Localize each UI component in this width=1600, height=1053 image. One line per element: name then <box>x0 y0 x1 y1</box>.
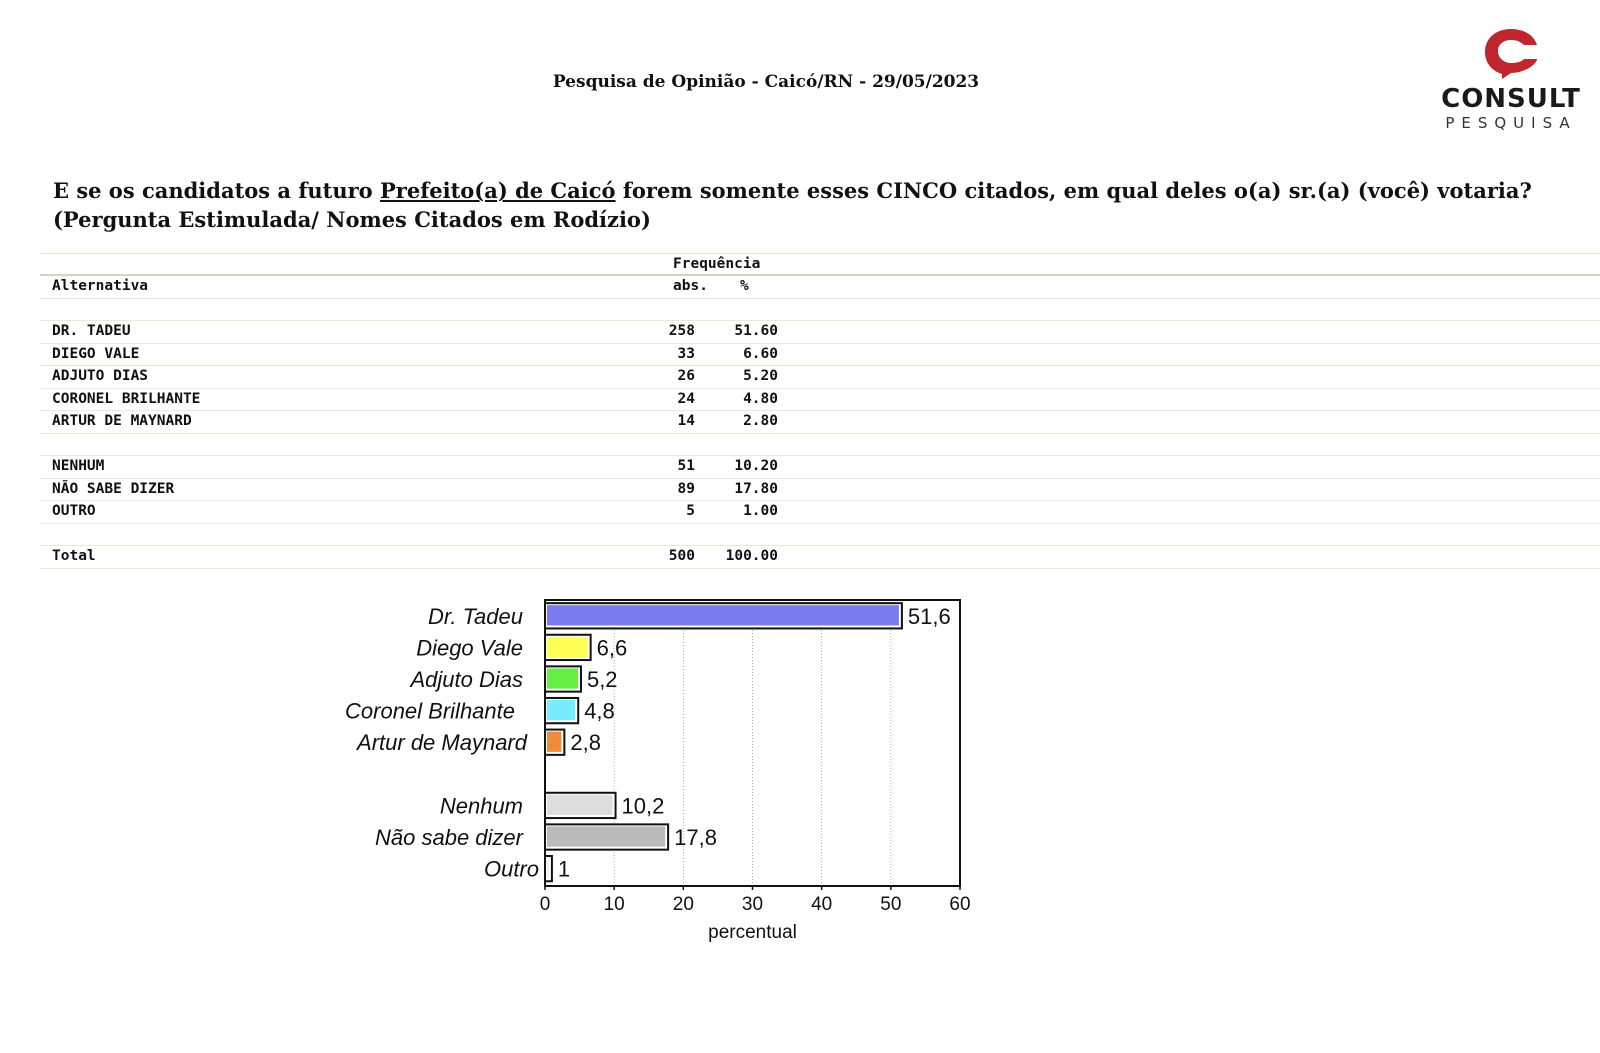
bar-chart-svg <box>300 590 1000 960</box>
alternative-cell: OUTRO <box>52 503 96 519</box>
category-label: Nenhum <box>439 793 523 819</box>
x-tick-label: 60 <box>949 894 971 915</box>
abs-cell: 51 <box>677 458 695 474</box>
bar-value-label: 51,6 <box>907 603 951 629</box>
question-part2: forem somente esses CINCO citados, em qual deles o(a) sr.(a) (você) votaria? <box>615 178 1532 203</box>
table-header-frequency <box>40 253 1600 276</box>
report-title: Pesquisa de Opinião - Caicó/RN - 29/05/2023 <box>552 72 980 92</box>
table-row <box>40 366 1600 389</box>
alternative-cell: ADJUTO DIAS <box>52 368 149 384</box>
question-text <box>53 176 1553 234</box>
pct-cell: 4.80 <box>743 390 778 407</box>
category-label: Artur de Maynard <box>357 730 527 756</box>
table-row <box>40 299 1600 322</box>
abs-cell: 89 <box>677 480 695 497</box>
question-underlined: Prefeito(a) de Caicó <box>379 178 616 203</box>
bar <box>547 637 588 657</box>
bar-value-label: 2,8 <box>570 730 601 756</box>
abs-cell: 500 <box>668 548 695 564</box>
speech-bubble-c-icon <box>1480 26 1542 80</box>
bar <box>547 700 575 720</box>
bar <box>547 795 613 815</box>
pct-cell: 5.20 <box>743 368 778 384</box>
bar-value-label: 5,2 <box>586 667 618 693</box>
bar <box>547 605 899 625</box>
x-tick-label: 0 <box>539 894 551 915</box>
x-tick-label: 20 <box>672 894 694 915</box>
bar-value-label: 1 <box>557 856 571 882</box>
alternative-cell: DIEGO VALE <box>52 345 140 362</box>
table-row <box>40 456 1600 479</box>
alternative-cell: NENHUM <box>52 458 105 474</box>
category-label: Coronel Brilhante <box>345 698 515 724</box>
bar-value-label: 6,6 <box>596 635 628 661</box>
abs-cell: 258 <box>668 323 695 339</box>
alternative-cell: ARTUR DE MAYNARD <box>52 413 192 429</box>
table-body <box>40 299 1600 569</box>
table-row <box>40 501 1600 524</box>
x-tick-label: 40 <box>811 894 833 915</box>
pct-cell: 17.80 <box>734 480 778 497</box>
table-row <box>40 479 1600 502</box>
category-label: Adjuto Dias <box>410 667 523 693</box>
bar <box>547 826 665 846</box>
question-part1: E se os candidatos a futuro <box>53 178 380 203</box>
bar <box>547 732 561 752</box>
table-row <box>40 546 1600 569</box>
table-row <box>40 411 1600 434</box>
alternative-header: Alternativa <box>52 278 149 294</box>
table-row <box>40 344 1600 367</box>
pct-cell: 100.00 <box>725 548 778 564</box>
frequency-table <box>40 253 1600 569</box>
table-row <box>40 389 1600 412</box>
pct-cell: 2.80 <box>743 413 778 429</box>
alternative-cell: NÃO SABE DIZER <box>52 480 175 497</box>
category-label: Dr. Tadeu <box>428 603 523 629</box>
abs-cell: 24 <box>677 390 695 407</box>
category-label: Outro <box>483 856 539 882</box>
table-row <box>40 434 1600 457</box>
abs-cell: 14 <box>677 413 695 429</box>
category-label: Diego Vale <box>416 635 523 661</box>
table-row <box>40 524 1600 547</box>
frequency-header: Frequência <box>673 256 761 272</box>
pct-cell: 51.60 <box>734 323 778 339</box>
x-tick-label: 30 <box>741 894 764 915</box>
abs-cell: 33 <box>677 345 695 362</box>
logo-name: CONSULT <box>1441 84 1581 114</box>
bar-value-label: 4,8 <box>584 698 615 724</box>
alternative-cell: DR. TADEU <box>52 323 131 339</box>
alternative-cell: CORONEL BRILHANTE <box>52 390 201 407</box>
pct-cell: 6.60 <box>743 345 778 362</box>
abs-header: abs. <box>673 278 708 294</box>
category-label: Não sabe dizer <box>375 825 523 851</box>
pct-cell: 1.00 <box>743 503 778 519</box>
abs-cell: 5 <box>686 503 695 519</box>
bar <box>547 858 549 878</box>
bar-chart <box>300 590 1000 960</box>
alternative-cell: Total <box>52 548 96 564</box>
logo-subtitle: PESQUISA <box>1445 114 1577 132</box>
bar-value-label: 17,8 <box>674 825 717 851</box>
x-axis-label: percentual <box>708 922 797 943</box>
abs-cell: 26 <box>677 368 695 384</box>
table-header-columns <box>40 276 1600 299</box>
consult-logo <box>1436 26 1586 136</box>
pct-cell: 10.20 <box>734 458 778 474</box>
pct-header: % <box>740 278 749 294</box>
bar <box>547 668 578 688</box>
x-tick-label: 50 <box>880 894 902 915</box>
question-line2: (Pergunta Estimulada/ Nomes Citados em Rodízio) <box>53 207 651 232</box>
x-tick-label: 10 <box>603 894 625 915</box>
table-row <box>40 321 1600 344</box>
bar-value-label: 10,2 <box>621 793 665 819</box>
